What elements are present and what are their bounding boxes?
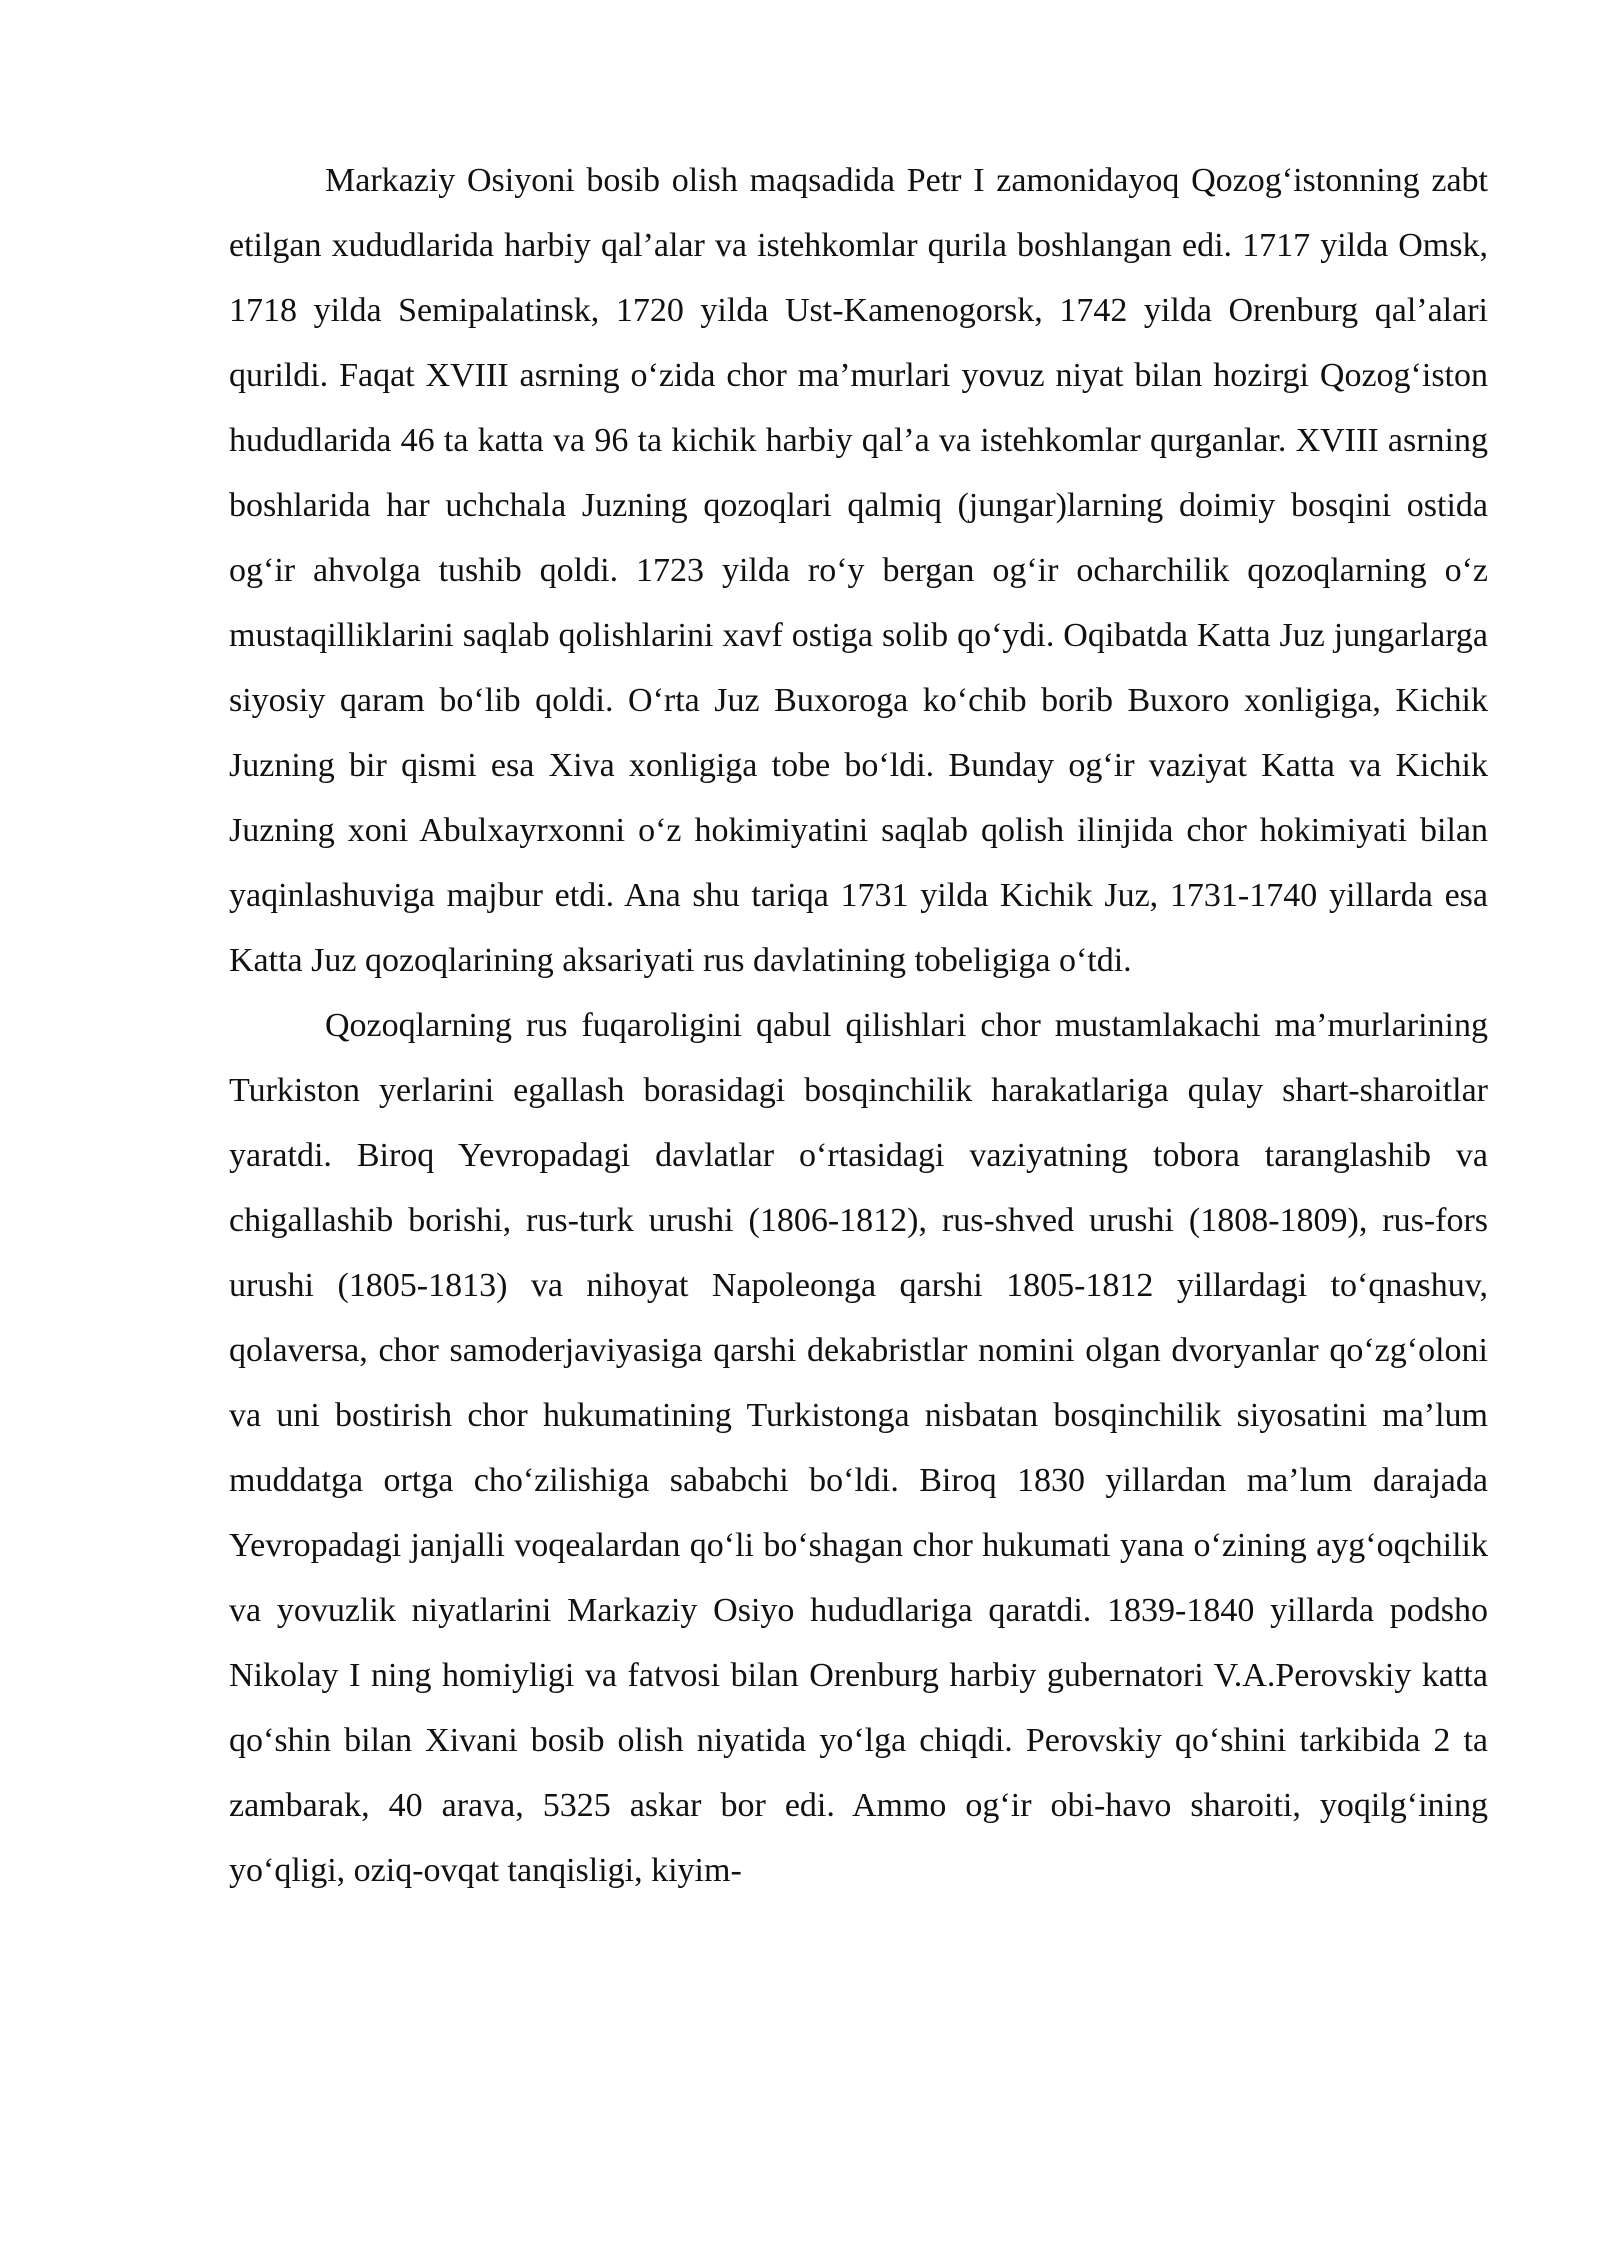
paragraph-1: Markaziy Osiyoni bosib olish maqsadida Petr I zamonidayoq Qozog‘istonning zabt etilgan xududlarida harbiy qal’alar va istehkomlar qurila boshlangan edi. 1717 yilda Omsk, 1718 yilda Semipalatinsk, 1720 yilda Ust-Kamenogorsk, 1742 yilda Orenburg qal’alari qurildi. Faqat XVIII asrning o‘zida chor ma’murlari yovuz niyat bilan hozirgi Qozog‘iston hududlarida 46 ta katta va 96 ta kichik harbiy qal’a va istehkomlar qurganlar. XVIII asrning boshlarida har uchchala Juzning qozoqlari qalmiq (jungar)larning doimiy bosqini ostida og‘ir ahvolga tushib qoldi. 1723 yilda ro‘y bergan og‘ir ocharchilik qozoqlarning o‘z mustaqilliklarini saqlab qolishlarini xavf ostiga solib qo‘ydi. Oqibatda Katta Juz jungarlarga siyosiy qaram bo‘lib qoldi. O‘rta Juz Buxoroga ko‘chib borib Buxoro xonligiga, Kichik Juzning bir qismi esa Xiva xonligiga tobe bo‘ldi. Bunday og‘ir vaziyat Katta va Kichik Juzning xoni Abulxayrxonni o‘z hokimiyatini saqlab qolish ilinjida chor hokimiyati bilan yaqinlashuviga majbur etdi. Ana shu tariqa 1731 yilda Kichik Juz, 1731-1740 yillarda esa Katta Juz qozoqlarining aksariyati rus davlatining tobeligiga o‘tdi. <box>229 162 1488 979</box>
document-body <box>229 148 1488 1903</box>
paragraph-2: Qozoqlarning rus fuqaroligini qabul qilishlari chor mustamlakachi ma’murlarining Turkiston yerlarini egallash borasidagi bosqinchilik harakatlariga qulay shart-sharoitlar yaratdi. Biroq Yevropadagi davlatlar o‘rtasidagi vaziyatning tobora taranglashib va chigallashib borishi, rus-turk urushi (1806-1812), rus-shved urushi (1808-1809), rus-fors urushi (1805-1813) va nihoyat Napoleonga qarshi 1805-1812 yillardagi to‘qnashuv, qolaversa, chor samoderjaviyasiga qarshi dekabristlar nomini olgan dvoryanlar qo‘zg‘oloni va uni bostirish chor hukumatining Turkistonga nisbatan bosqinchilik siyosatini ma’lum muddatga ortga cho‘zilishiga sababchi bo‘ldi. Biroq 1830 yillardan ma’lum darajada Yevropadagi janjalli voqealardan qo‘li bo‘shagan chor hukumati yana o‘zining ayg‘oqchilik va yovuzlik niyatlarini Markaziy Osiyo hududlariga qaratdi. 1839-1840 yillarda podsho Nikolay I ning homiyligi va fatvosi bilan Orenburg harbiy gubernatori V.A.Perovskiy katta qo‘shin bilan Xivani bosib olish niyatida yo‘lga chiqdi. Perovskiy qo‘shini tarkibida 2 ta zambarak, 40 arava, 5325 askar bor edi. Ammo og‘ir obi-havo sharoiti, yoqilg‘ining yo‘qligi, oziq-ovqat tanqisligi, kiyim- <box>229 1007 1488 1889</box>
